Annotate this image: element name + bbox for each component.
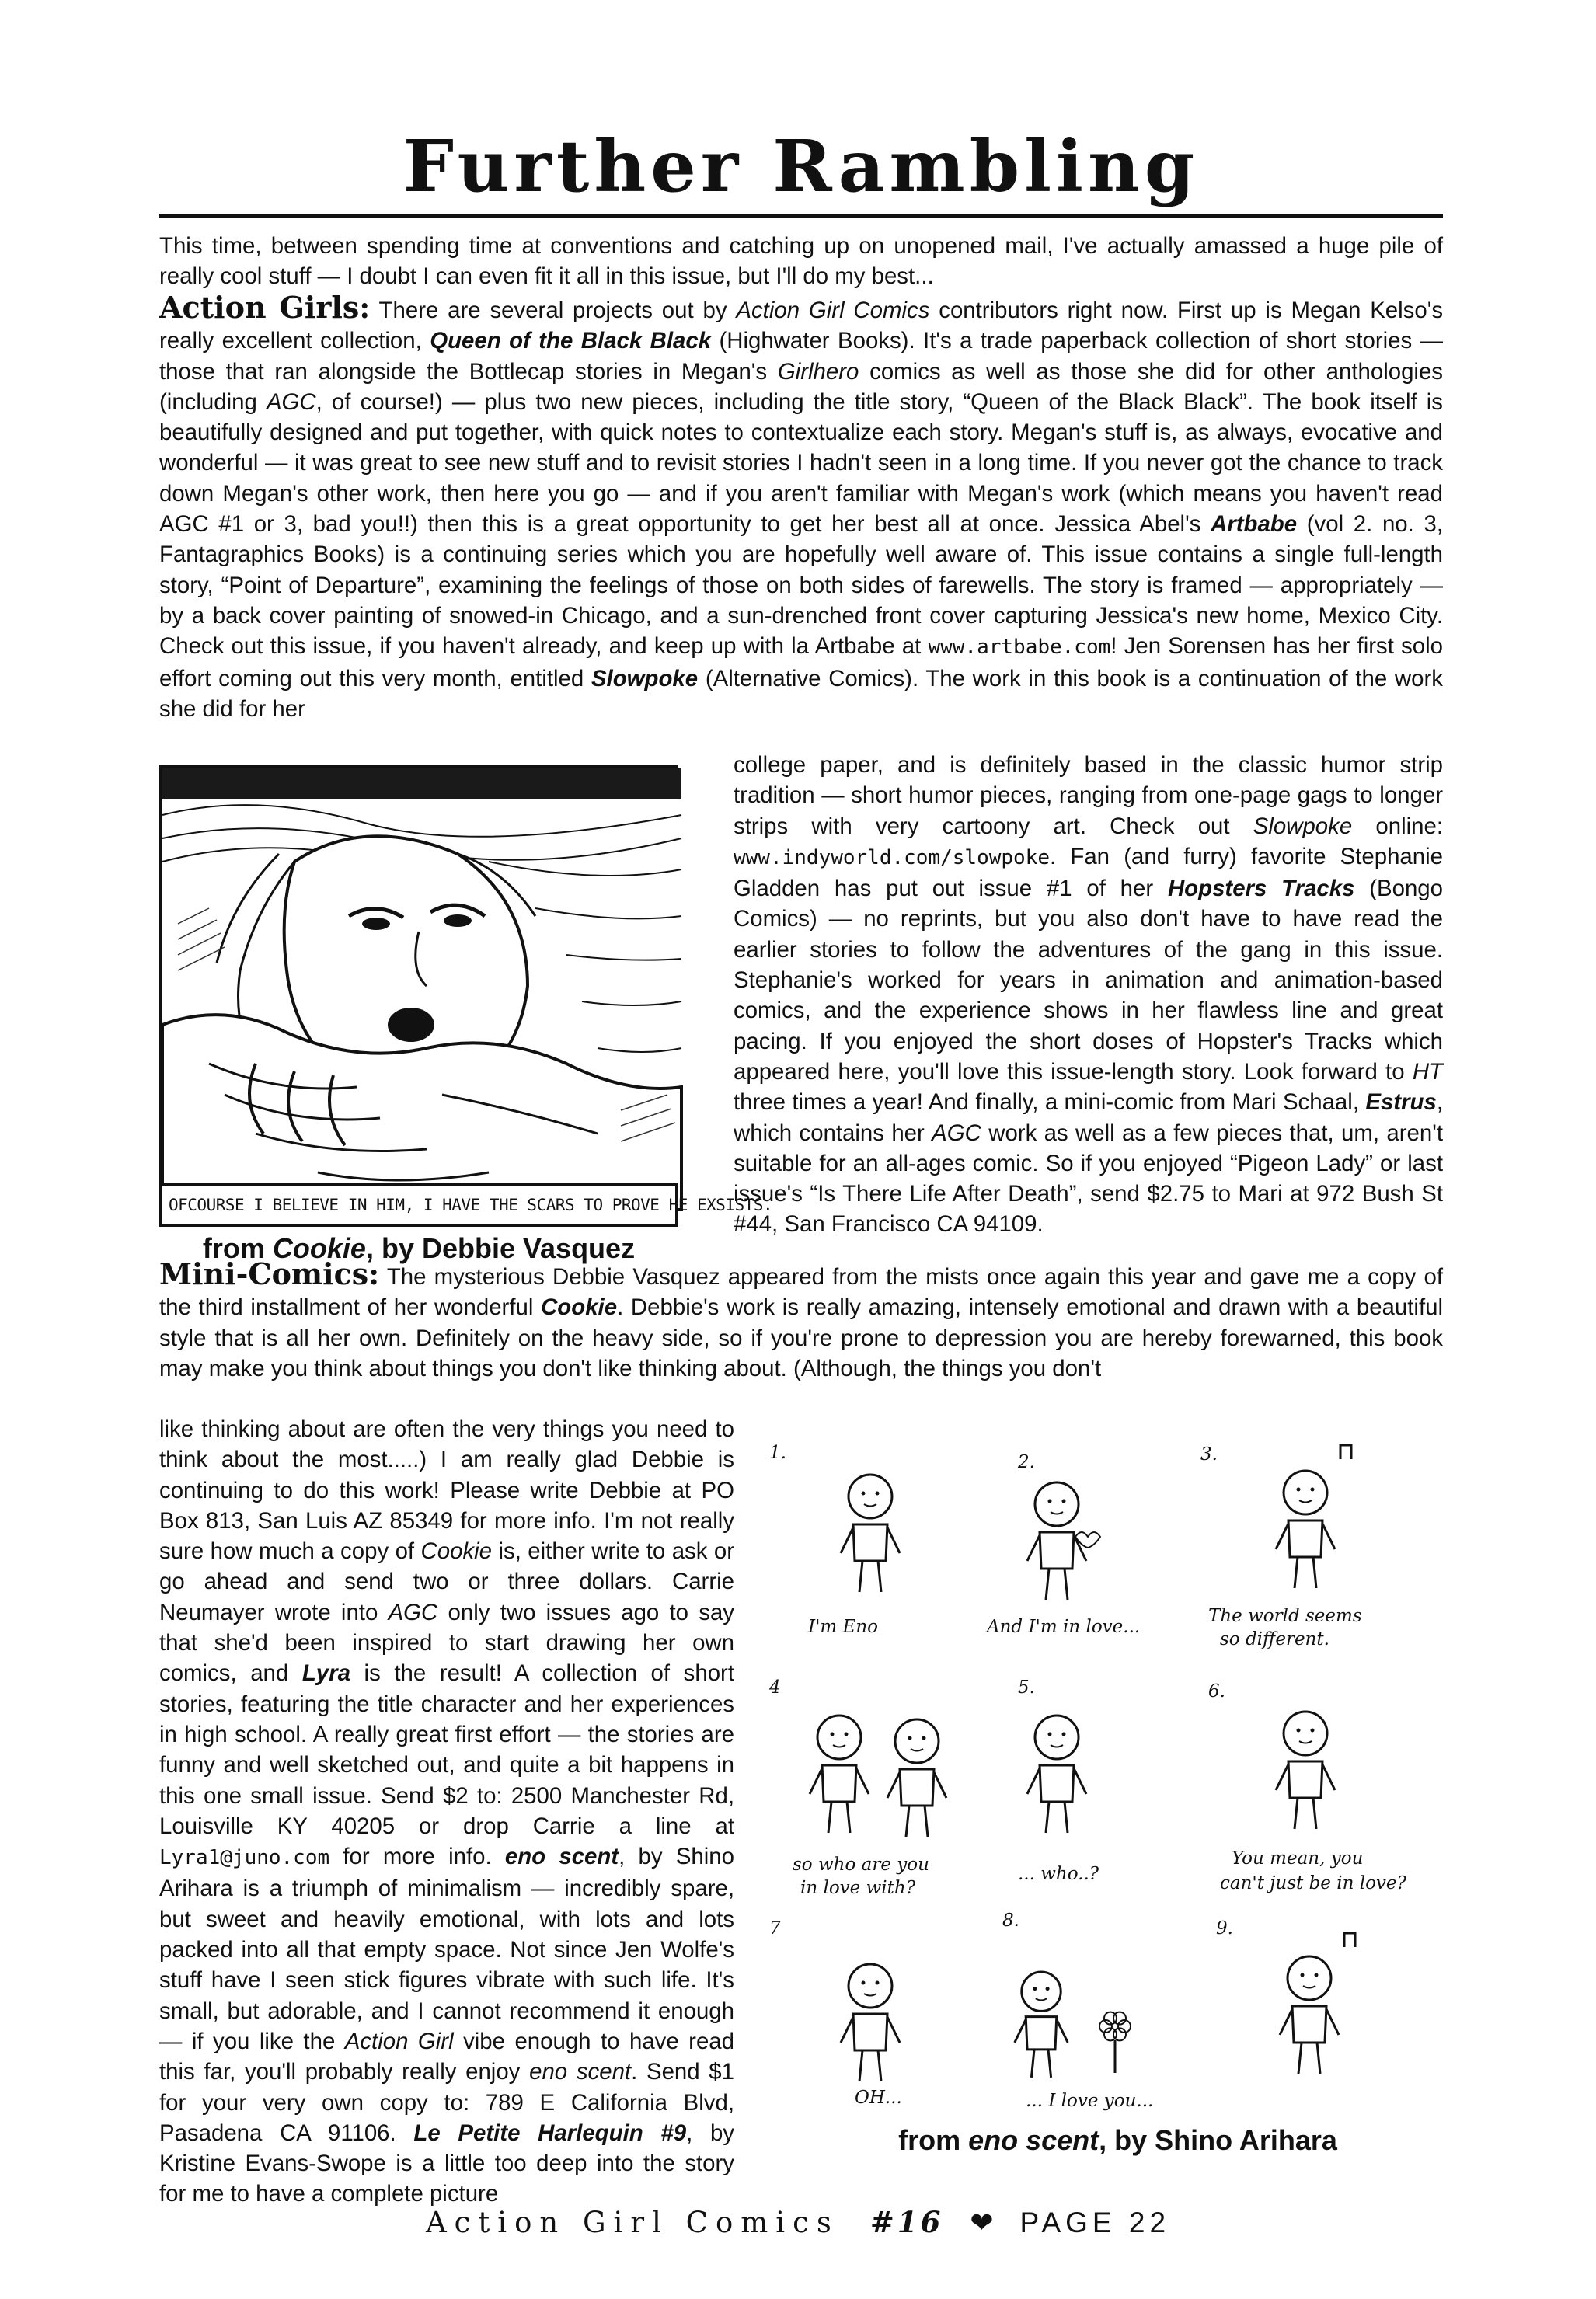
stick-figure-body xyxy=(1026,2017,1057,2050)
stick-figure-leg xyxy=(847,1802,850,1833)
stick-figure-body xyxy=(1040,1765,1074,1802)
heart-icon: ❤ xyxy=(970,2207,994,2238)
stick-figure-arm xyxy=(934,1772,946,1798)
stick-figure-eye xyxy=(1297,1488,1301,1492)
stick-figure-arm xyxy=(1326,2009,1339,2035)
stick-figure-eye xyxy=(876,1981,880,1985)
stick-figure-eye xyxy=(1046,1987,1050,1991)
cookie-credit: from Cookie, by Debbie Vasquez xyxy=(202,1232,636,1264)
stick-figure-head xyxy=(849,1964,892,2008)
stick-figure-eye xyxy=(862,1981,866,1985)
mini-comics-heading: Mini-Comics: xyxy=(159,1256,380,1291)
cookie-illustration xyxy=(162,768,681,1210)
stick-figure-eye xyxy=(922,1736,926,1740)
stick-figure-leg xyxy=(906,1806,909,1837)
stick-figure-body xyxy=(900,1769,934,1806)
stick-figure-eye xyxy=(1033,1987,1037,1991)
stick-figure-leg xyxy=(1031,2050,1034,2078)
page-title: Further Rambling xyxy=(397,124,1205,208)
stick-figure-body xyxy=(1288,1520,1322,1557)
stick-figure-eye xyxy=(1311,1488,1315,1492)
stick-figure-body xyxy=(853,2014,887,2050)
stick-figure-leg xyxy=(1065,1569,1068,1600)
stick-figure-arm xyxy=(810,1768,822,1794)
panel-caption: ... who..? xyxy=(1018,1864,1099,1884)
title-block xyxy=(159,120,1443,221)
music-note-icon xyxy=(1344,1933,1355,1947)
panel-number: 6. xyxy=(1208,1681,1225,1702)
stick-figure-mouth xyxy=(1036,1998,1047,2000)
book-title: Artbabe xyxy=(1211,511,1298,538)
book-title: Slowpoke xyxy=(591,665,699,691)
stick-figure-eye xyxy=(845,1733,849,1736)
stick-figure-eye xyxy=(1062,1500,1066,1503)
panel-caption: in love with? xyxy=(800,1878,916,1898)
stick-figure-arm xyxy=(1057,2019,1068,2043)
panel-number: 5. xyxy=(1018,1677,1035,1698)
stick-figure-head xyxy=(1284,1712,1327,1755)
book-title: Estrus xyxy=(1365,1089,1437,1116)
stick-figure-arm xyxy=(1074,1768,1086,1794)
email-text: Lyra1@juno.com xyxy=(159,1846,330,1870)
stick-figure-leg xyxy=(1317,2043,1320,2074)
stick-figure-leg xyxy=(859,1561,862,1592)
stick-figure-arm xyxy=(841,2017,853,2043)
stick-figure-arm xyxy=(1027,1535,1040,1561)
stick-figure-body xyxy=(1040,1532,1074,1569)
stick-figure-leg xyxy=(1046,1569,1049,1600)
url-text: www.artbabe.com xyxy=(928,636,1111,660)
stick-figure-arm xyxy=(887,1772,900,1798)
action-girls-section: Action Girls: There are several projects out by Action Girl Comics contributors right now. First up is Megan Kelso's really excellent collection, Queen of the Black Black (Highwater Books). It's a trade paperback collection of short stories — those that ran alongside the Bottlecap stories in Megan's Girlhero comics as well as those she did for other anthologies (including AGC, of course!) — plus two new pieces, including the title story, “Queen of the Black Black”. The book itself is beautifully designed and put together, with quick notes to contextualize each story. Megan's stuff is, as always, evocative and wonderful — it was great to see new stuff and to revisit stories I hadn't seen in a long time. If you never got the chance to track down Megan's other work, then here you go — and if you aren't familiar with Megan's work (which means you haven't read AGC #1 or 3, bad you!!) then this is a great opportunity to get her best all at once. Jessica Abel's Artbabe (vol 2. no. 3, Fantagraphics Books) is a continuing series which you are hopefully well aware of. This issue contains a single full-length story, “Point of Departure”, examining the feelings of those on both sides of farewells. The story is framed — appropriately — by a back cover painting of snowed-in Chicago, and a sun-drenched front cover capturing Jessica's new home, Mexico City. Check out this issue, if you haven't already, and keep up with la Artbabe at www.artbabe.com! Jen Sorensen has her first solo effort coming out this very month, entitled Slowpoke (Alternative Comics). The work in this book is a continuation of the work she did for her xyxy=(159,290,1444,722)
cookie-comic-panel xyxy=(159,765,678,1207)
stick-figure-body xyxy=(1292,2006,1326,2043)
stick-figure-leg xyxy=(1065,1802,1068,1833)
stick-figure-mouth xyxy=(1051,1745,1063,1747)
eno-scent-strip xyxy=(761,1428,1443,2158)
book-title: Queen of the Black Black xyxy=(430,328,712,354)
stick-figure-eye xyxy=(1048,1500,1052,1503)
stick-figure-arm xyxy=(1276,1524,1288,1549)
stick-figure-head xyxy=(1288,1956,1331,2000)
eno-scent-credit: from eno scent, by Shino Arihara xyxy=(898,2124,1337,2156)
panel-number: 8. xyxy=(1002,1911,1019,1931)
stick-figure-leg xyxy=(1048,2050,1051,2078)
cookie-panel-caption: OFCOURSE I BELIEVE IN HIM, I HAVE THE SCARS TO PROVE HE EXSISTS. xyxy=(159,1183,678,1227)
panel-caption: so who are you xyxy=(793,1855,929,1875)
stick-figure-mouth xyxy=(833,1745,845,1747)
stick-figure-leg xyxy=(1295,1557,1298,1588)
panel-caption: And I'm in love... xyxy=(987,1617,1141,1637)
stick-figure-leg xyxy=(1295,1798,1298,1829)
stick-figure-arm xyxy=(1280,2009,1292,2035)
url-text: www.indyworld.com/slowpoke xyxy=(734,845,1050,869)
stick-figure-eye xyxy=(862,1492,866,1496)
stick-figure-arm xyxy=(1015,2019,1026,2043)
stick-figure-mouth xyxy=(864,1994,876,1996)
book-title: Lyra xyxy=(301,1660,350,1687)
stick-figure-arm xyxy=(887,1527,900,1553)
panel-caption: ... I love you... xyxy=(1026,2091,1154,2111)
stick-figure-arm xyxy=(1322,1524,1335,1549)
stick-figure-body xyxy=(853,1524,887,1561)
stick-figure-head xyxy=(1035,1716,1079,1759)
stick-figure-head xyxy=(817,1716,861,1759)
title-rule xyxy=(159,214,1443,218)
panel-number: 1. xyxy=(769,1443,786,1463)
panel-caption: The world seems xyxy=(1208,1606,1362,1626)
panel-number: 7 xyxy=(769,1918,781,1938)
stick-figure-leg xyxy=(1313,1557,1316,1588)
stick-figure-head xyxy=(895,1719,939,1763)
page-footer xyxy=(0,2203,1596,2242)
stick-figure-mouth xyxy=(1299,1741,1312,1743)
stick-figure-body xyxy=(822,1765,856,1802)
stick-figure-leg xyxy=(878,2050,881,2081)
stick-figure-arm xyxy=(887,2017,900,2043)
issue-number: #16 xyxy=(869,2205,944,2239)
book-title: eno scent xyxy=(504,1844,619,1870)
stick-figure-arm xyxy=(1074,1535,1086,1561)
stick-figure-leg xyxy=(1046,1802,1049,1833)
stick-figure-body xyxy=(1288,1761,1322,1798)
stick-figure-leg xyxy=(878,1561,881,1592)
stick-figure-mouth xyxy=(1299,1500,1312,1503)
eno-scent-illustration xyxy=(761,1428,1443,2112)
stick-figure-leg xyxy=(828,1802,831,1833)
stick-figure-head xyxy=(1022,1972,1061,2011)
magazine-title: Action Girl Comics xyxy=(425,2206,839,2239)
book-title: Hopsters Tracks xyxy=(1167,876,1355,902)
action-girls-heading: Action Girls: xyxy=(159,290,371,325)
stick-figure-head xyxy=(1284,1471,1327,1514)
book-title: Le Petite Harlequin #9 xyxy=(413,2120,687,2146)
panel-number: 4 xyxy=(769,1677,781,1698)
stick-figure-head xyxy=(849,1475,892,1518)
panel-caption: OH... xyxy=(855,2088,902,2108)
panel-number: 2. xyxy=(1018,1452,1035,1472)
stick-figure-eye xyxy=(876,1492,880,1496)
stick-figure-mouth xyxy=(1303,1986,1315,1988)
panel-caption: You mean, you xyxy=(1232,1848,1364,1869)
stick-figure-eye xyxy=(1315,1973,1319,1977)
mini-comics-section: Mini-Comics: The mysterious Debbie Vasquez appeared from the mists once again this year and gave me a copy of the third installment of her wonderful Cookie. Debbie's work is really amazing, intensely emotional and drawn with a beautiful style that is all her own. Definitely on the heavy side, so if you're prone to depression you are hereby forewarned, this book may make you think about things you don't like thinking about. (Although, the things you don't xyxy=(159,1256,1443,1381)
stick-figure-arm xyxy=(1322,1764,1335,1790)
music-note-icon xyxy=(1340,1445,1351,1459)
book-title: Cookie xyxy=(541,1294,618,1321)
stick-figure-eye xyxy=(1301,1973,1305,1977)
panel-caption: can't just be in love? xyxy=(1220,1873,1406,1893)
stick-figure-leg xyxy=(1313,1798,1316,1829)
stick-figure-mouth xyxy=(911,1749,923,1751)
stick-figure-leg xyxy=(1298,2043,1302,2074)
panel-caption: I'm Eno xyxy=(808,1617,878,1637)
stick-figure-arm xyxy=(1027,1768,1040,1794)
stick-figure-mouth xyxy=(1051,1512,1063,1514)
mini-comics-column: like thinking about are often the very things you need to think about the most.....) I am really glad Debbie is continuing to do this work! Please write Debbie at PO Box 813, San Luis AZ 85349 for more info. I'm not really sure how much a copy of Cookie is, either write to ask or go ahead and send two or three dollars. Carrie Neumayer wrote into AGC only two issues ago to say that she'd been inspired to start drawing her own comics, and Lyra is the result! A collection of short stories, featuring the title character and her experiences in high school. A really great first effort — the stories are funny and well sketched out, and quite a bit happens in this one small issue. Send $2 to: 2500 Manchester Rd, Louisville KY 40205 or drop Carrie a line at Lyra1@juno.com for more info. eno scent, by Shino Arihara is a triumph of minimalism — incredibly spare, but sweet and heavily emotional, with lots and lots packed into all that empty space. Not since Jen Wolfe's stuff have I seen stick figures vibrate with such life. It's small, but adorable, and I cannot recommend it enough — if you like the Action Girl vibe enough to have read this far, you'll probably really enjoy eno scent. Send $1 for your very own copy to: 789 E California Blvd, Pasadena CA 91106. Le Petite Harlequin #9, by Kristine Evans-Swope is a little too deep into the story for me to have a complete picture xyxy=(159,1416,735,2207)
action-girls-column: college paper, and is definitely based in the classic humor strip tradition — short humor pieces, ranging from one-page gags to longer strips with very cartoony art. Check out Slowpoke online: www.indyworld.com/slowpoke. Fan (and furry) favorite Stephanie Gladden has put out issue #1 of her Hopsters Tracks (Bongo Comics) — no reprints, but you also don't have to have read the earlier stories to follow the adventures of the gang in this issue. Stephanie's worked for years in animation and animation-based comics, and the experience shows in her flawless line and great pacing. If you enjoyed the short doses of Hopster's Tracks which appeared here, you'll love this issue-length story. Look forward to HT three times a year! And finally, a mini-comic from Mari Schaal, Estrus, which contains her AGC work as well as a few pieces that, um, aren't suitable for an all-ages comic. So if you enjoyed “Pigeon Lady” or last issue's “Is There Life After Death”, send $2.75 to Mari at 972 Bush St #44, San Francisco CA 94109. xyxy=(734,752,1443,1238)
stick-figure-eye xyxy=(831,1733,835,1736)
stick-figure-eye xyxy=(1297,1729,1301,1733)
page-number: PAGE 22 xyxy=(1019,2207,1171,2238)
panel-number: 9. xyxy=(1216,1918,1233,1938)
stick-figure-arm xyxy=(1276,1764,1288,1790)
stick-figure-arm xyxy=(856,1768,869,1794)
stick-figure-head xyxy=(1035,1482,1079,1526)
stick-figure-eye xyxy=(908,1736,912,1740)
stick-figure-leg xyxy=(925,1806,928,1837)
stick-figure-eye xyxy=(1062,1733,1066,1736)
stick-figure-eye xyxy=(1048,1733,1052,1736)
stick-figure-eye xyxy=(1311,1729,1315,1733)
stick-figure-leg xyxy=(859,2050,862,2081)
stick-figure-arm xyxy=(841,1527,853,1553)
panel-caption: so different. xyxy=(1220,1629,1329,1649)
intro-paragraph: This time, between spending time at conventions and catching up on unopened mail, I've actually amassed a huge pile of really cool stuff — I doubt I can even fit it all in this issue, but I'll do my best... xyxy=(159,233,1443,290)
stick-figure-mouth xyxy=(864,1504,876,1507)
panel-number: 3. xyxy=(1200,1444,1218,1465)
